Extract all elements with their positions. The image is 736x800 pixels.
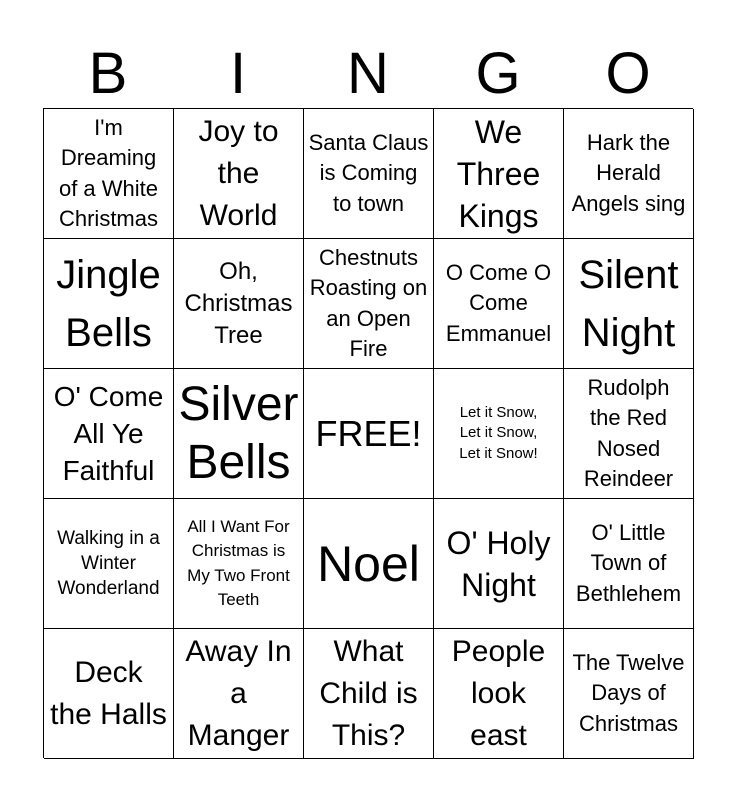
bingo-cell-i4[interactable]: All I Want For Christmas is My Two Front Teeth xyxy=(174,499,304,629)
header-letter-g: G xyxy=(475,41,521,106)
header-letter-i: I xyxy=(229,41,247,106)
header-letter-n: N xyxy=(347,41,389,106)
bingo-cell-i3[interactable]: Silver Bells xyxy=(174,369,304,499)
bingo-cell-b3[interactable]: O' Come All Ye Faithful xyxy=(44,369,174,499)
bingo-cell-o2[interactable]: Silent Night xyxy=(564,239,694,369)
bingo-cell-b2[interactable]: Jingle Bells xyxy=(44,239,174,369)
header-letter-b: B xyxy=(88,41,128,106)
bingo-cell-g5[interactable]: People look east xyxy=(434,629,564,759)
bingo-cell-i1[interactable]: Joy to the World xyxy=(174,109,304,239)
header-letter-o: O xyxy=(605,41,651,106)
bingo-cell-n4[interactable]: Noel xyxy=(304,499,434,629)
bingo-cell-g2[interactable]: O Come O Come Emmanuel xyxy=(434,239,564,369)
bingo-cell-g4[interactable]: O' Holy Night xyxy=(434,499,564,629)
bingo-cell-g3[interactable]: Let it Snow, Let it Snow, Let it Snow! xyxy=(434,369,564,499)
bingo-cell-g1[interactable]: We Three Kings xyxy=(434,109,564,239)
bingo-card xyxy=(43,108,693,758)
bingo-cell-i5[interactable]: Away In a Manger xyxy=(174,629,304,759)
bingo-cell-n5[interactable]: What Child is This? xyxy=(304,629,434,759)
bingo-cell-b4[interactable]: Walking in a Winter Wonderland xyxy=(44,499,174,629)
bingo-cell-o3[interactable]: Rudolph the Red Nosed Reindeer xyxy=(564,369,694,499)
bingo-cell-n2[interactable]: Chestnuts Roasting on an Open Fire xyxy=(304,239,434,369)
bingo-cell-o4[interactable]: O' Little Town of Bethlehem xyxy=(564,499,694,629)
bingo-cell-i2[interactable]: Oh, Christmas Tree xyxy=(174,239,304,369)
bingo-cell-n1[interactable]: Santa Claus is Coming to town xyxy=(304,109,434,239)
bingo-cell-o1[interactable]: Hark the Herald Angels sing xyxy=(564,109,694,239)
bingo-header xyxy=(43,40,693,108)
bingo-cell-o5[interactable]: The Twelve Days of Christmas xyxy=(564,629,694,759)
bingo-cell-b5[interactable]: Deck the Halls xyxy=(44,629,174,759)
bingo-cell-b1[interactable]: I'm Dreaming of a White Christmas xyxy=(44,109,174,239)
bingo-cell-n3-free-space[interactable]: FREE! xyxy=(304,369,434,499)
